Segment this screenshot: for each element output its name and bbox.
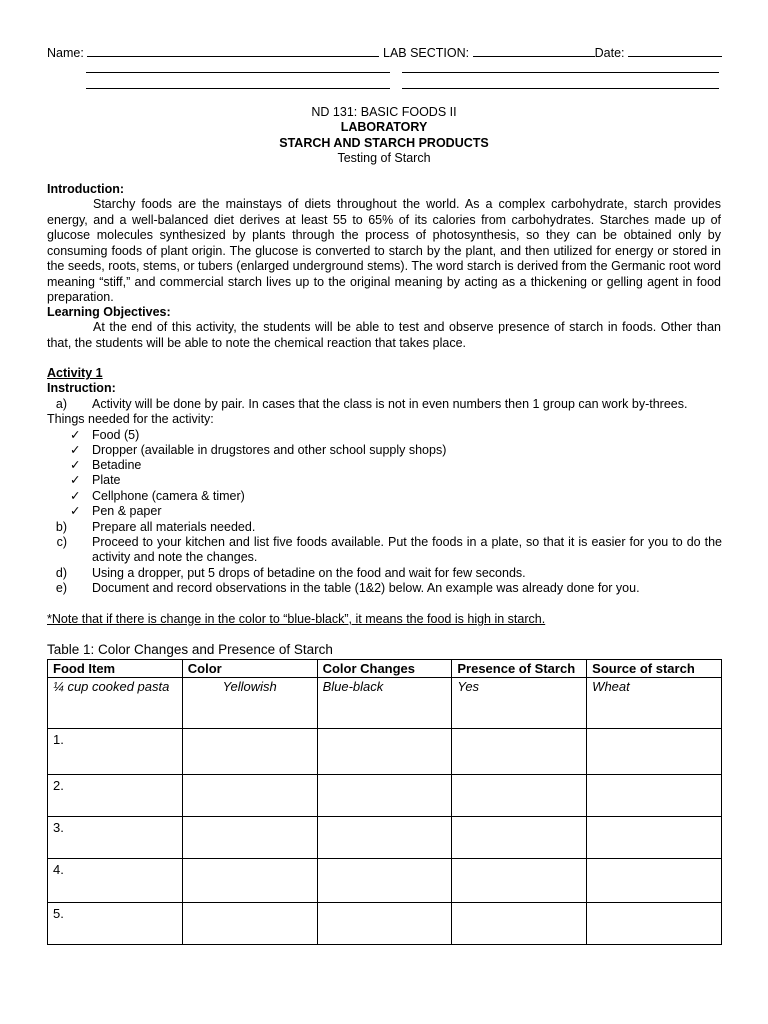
- table-cell[interactable]: [452, 817, 587, 859]
- table-cell[interactable]: [317, 903, 452, 945]
- step-marker: d): [55, 566, 67, 580]
- step-text: Using a dropper, put 5 drops of betadine on the food and wait for few seconds.: [92, 566, 526, 580]
- table-row-example: [48, 678, 722, 729]
- table-cell[interactable]: [182, 817, 317, 859]
- step-text: Proceed to your kitchen and list five foods available. Put the foods in a plate, so that it is easier for you to do the activity and note the changes.: [92, 535, 722, 565]
- checklist-item: [70, 428, 139, 443]
- checklist-item-label: Cellphone (camera & timer): [92, 489, 245, 503]
- table-cell[interactable]: [317, 729, 452, 775]
- table-cell: Yes: [452, 678, 587, 729]
- table-cell[interactable]: [452, 859, 587, 903]
- date-line[interactable]: [628, 44, 722, 57]
- column-header: Color: [182, 660, 317, 678]
- checkmark-icon: ✓: [70, 458, 81, 472]
- checkmark-icon: ✓: [70, 443, 81, 457]
- topic-title: STARCH AND STARCH PRODUCTS: [279, 136, 489, 150]
- column-header: Source of starch: [587, 660, 722, 678]
- checklist-item: [70, 489, 245, 504]
- checkmark-icon: ✓: [70, 504, 81, 518]
- step-marker: c): [56, 535, 67, 549]
- step-a-marker: a): [55, 397, 67, 411]
- activity-heading: Activity 1: [47, 366, 103, 380]
- table-header-row: [48, 660, 722, 678]
- step-a: [47, 397, 722, 413]
- table-row: [48, 775, 722, 817]
- table-caption: Table 1: Color Changes and Presence of Starch: [47, 642, 333, 657]
- row-number: 2.: [48, 775, 183, 817]
- table-cell[interactable]: [317, 859, 452, 903]
- starch-note: *Note that if there is change in the color to “blue-black”, it means the food is high in starch.: [47, 612, 546, 626]
- table-cell[interactable]: [182, 903, 317, 945]
- table-cell: ¼ cup cooked pasta: [48, 678, 183, 729]
- checklist-item-label: Food (5): [92, 428, 140, 442]
- row-number: 4.: [48, 859, 183, 903]
- step-d: [47, 566, 722, 582]
- checklist-item: [70, 443, 446, 458]
- table-row: [48, 817, 722, 859]
- subtitle: Testing of Starch: [337, 151, 431, 165]
- checklist-item-label: Plate: [92, 473, 121, 487]
- checklist-item: [70, 458, 141, 473]
- table-cell[interactable]: [452, 729, 587, 775]
- table-cell[interactable]: [587, 729, 722, 775]
- table-cell[interactable]: [452, 903, 587, 945]
- section-line-2[interactable]: [402, 72, 719, 73]
- lab-section-field: [383, 44, 722, 60]
- observations-table: [47, 659, 722, 945]
- introduction-body: Starchy foods are the mainstays of diets throughout the world. As a complex carbohydrate, starch provides energy, and a well-balanced diet derives at least 55 to 65% of its calories from carbohydrates. Starches made up of glucose molecules synthesized by plants through the process of photosynthesis, so they can be obtained only by consuming foods of plant origin. The glucose is converted to starch by the plant, and then utilized for energy or stored in the seeds, roots, stems, or tubers (enlarged underground stems). The word starch is derived from the Germanic root word meaning “stiff,” and commercial starch lives up to the original meaning by acting as a thickening or gelling agent in food preparation.: [47, 197, 721, 304]
- things-needed-label: Things needed for the activity:: [47, 412, 214, 426]
- course-title: ND 131: BASIC FOODS II: [311, 105, 457, 119]
- table-cell[interactable]: [587, 903, 722, 945]
- checklist-item: [70, 473, 121, 488]
- table-cell[interactable]: [587, 859, 722, 903]
- table-row: [48, 859, 722, 903]
- introduction-heading: Introduction:: [47, 182, 125, 196]
- table-cell[interactable]: [317, 817, 452, 859]
- name-line-3[interactable]: [86, 88, 390, 89]
- table-cell[interactable]: [182, 859, 317, 903]
- objectives-body: At the end of this activity, the students will be able to test and observe presence of starch in foods. Other than that, the students will be able to note the chemical reaction that takes place.: [47, 320, 721, 350]
- step-text: Prepare all materials needed.: [92, 520, 256, 534]
- step-marker: e): [55, 581, 67, 595]
- name-line[interactable]: [87, 44, 379, 57]
- date-label: Date:: [594, 46, 625, 60]
- table-row: [48, 729, 722, 775]
- checkmark-icon: ✓: [70, 473, 81, 487]
- checklist-item-label: Dropper (available in drugstores and other school supply shops): [92, 443, 447, 457]
- table-cell[interactable]: [587, 775, 722, 817]
- step-b: [47, 520, 722, 536]
- row-number: 3.: [48, 817, 183, 859]
- lab-section-line[interactable]: [473, 44, 595, 57]
- column-header: Presence of Starch: [452, 660, 587, 678]
- table-cell: Blue-black: [317, 678, 452, 729]
- step-marker: b): [55, 520, 67, 534]
- table-cell[interactable]: [317, 775, 452, 817]
- step-e: [47, 581, 722, 597]
- name-field: [47, 44, 379, 60]
- lab-title: LABORATORY: [340, 120, 428, 134]
- row-number: 1.: [48, 729, 183, 775]
- step-text: Document and record observations in the table (1&2) below. An example was already done for you.: [92, 581, 640, 595]
- table-cell[interactable]: [587, 817, 722, 859]
- table-cell[interactable]: [182, 729, 317, 775]
- instruction-heading: Instruction:: [47, 381, 116, 395]
- checkmark-icon: ✓: [70, 428, 81, 442]
- column-header: Color Changes: [317, 660, 452, 678]
- checkmark-icon: ✓: [70, 489, 81, 503]
- table-cell[interactable]: [182, 775, 317, 817]
- table-row: [48, 903, 722, 945]
- row-number: 5.: [48, 903, 183, 945]
- lab-section-label: LAB SECTION:: [383, 46, 470, 60]
- step-c: [47, 535, 722, 566]
- checklist-item-label: Betadine: [92, 458, 142, 472]
- table-cell: Yellowish: [182, 678, 317, 729]
- section-line-3[interactable]: [402, 88, 719, 89]
- table-cell: Wheat: [587, 678, 722, 729]
- checklist-item: [70, 504, 162, 519]
- name-label: Name:: [47, 46, 84, 60]
- table-cell[interactable]: [452, 775, 587, 817]
- step-a-text: Activity will be done by pair. In cases that the class is not in even numbers then 1 group can work by-threes.: [92, 397, 688, 411]
- column-header: Food Item: [48, 660, 183, 678]
- name-line-2[interactable]: [86, 72, 390, 73]
- objectives-heading: Learning Objectives:: [47, 305, 171, 319]
- checklist-item-label: Pen & paper: [92, 504, 162, 518]
